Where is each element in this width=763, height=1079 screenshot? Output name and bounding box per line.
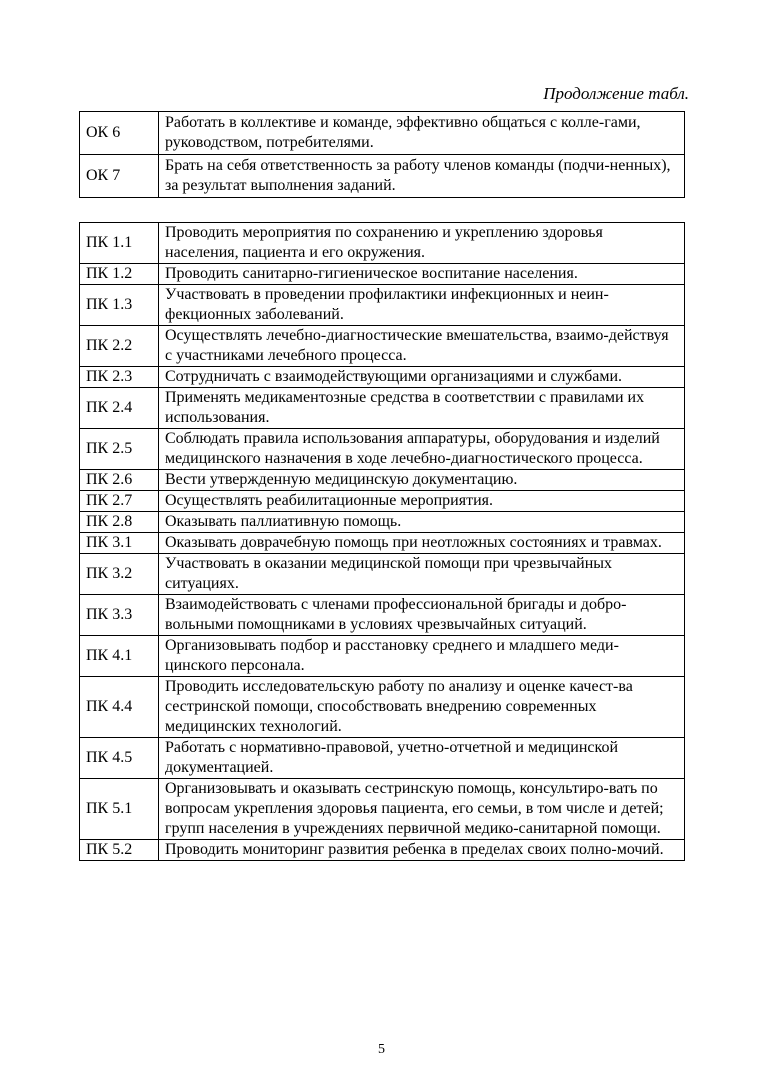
competency-code: ПК 2.3: [80, 367, 159, 388]
competency-description: Проводить мероприятия по сохранению и укреплению здоровья населения, пациента и его окружения.: [159, 223, 685, 264]
page-number: 5: [378, 1042, 385, 1057]
pk-table-body: [80, 223, 685, 861]
competency-description: Проводить санитарно-гигиеническое воспитание населения.: [159, 264, 685, 285]
competency-code: ОК 7: [80, 155, 159, 198]
competency-description: Проводить мониторинг развития ребенка в пределах своих полно-мочий.: [159, 840, 685, 861]
competency-code: ПК 2.5: [80, 429, 159, 470]
table-row: [80, 470, 685, 491]
table-row: [80, 677, 685, 738]
table-row: [80, 554, 685, 595]
table-row: [80, 264, 685, 285]
competency-description: Применять медикаментозные средства в соответствии с правилами их использования.: [159, 388, 685, 429]
table-row: [80, 155, 685, 198]
competency-code: ПК 2.2: [80, 326, 159, 367]
table-row: [80, 595, 685, 636]
table-row: [80, 533, 685, 554]
competency-code: ПК 1.3: [80, 285, 159, 326]
table-row: [80, 636, 685, 677]
competency-code: ПК 2.7: [80, 491, 159, 512]
table-row: [80, 779, 685, 840]
competency-description: Организовывать и оказывать сестринскую помощь, консультиро-вать по вопросам укрепления здоровья пациента, его семьи, в том числе и детей; групп населения в учреждениях первичной медико-санитарной помощи.: [159, 779, 685, 840]
table-row: [80, 326, 685, 367]
competency-code: ПК 3.3: [80, 595, 159, 636]
competency-description: Взаимодействовать с членами профессиональной бригады и добро-вольными помощниками в условиях чрезвычайных ситуаций.: [159, 595, 685, 636]
competency-code: ПК 5.1: [80, 779, 159, 840]
competency-code: ПК 3.2: [80, 554, 159, 595]
table-row: [80, 840, 685, 861]
competency-code: ПК 4.4: [80, 677, 159, 738]
competency-code: ПК 2.6: [80, 470, 159, 491]
competency-description: Оказывать паллиативную помощь.: [159, 512, 685, 533]
competency-description: Сотрудничать с взаимодействующими организациями и службами.: [159, 367, 685, 388]
competency-code: ОК 6: [80, 112, 159, 155]
competency-description: Вести утвержденную медицинскую документацию.: [159, 470, 685, 491]
competency-code: ПК 3.1: [80, 533, 159, 554]
table-row: [80, 512, 685, 533]
table-row: [80, 285, 685, 326]
table-row: [80, 112, 685, 155]
competency-description: Участвовать в оказании медицинской помощи при чрезвычайных ситуациях.: [159, 554, 685, 595]
competency-code: ПК 1.1: [80, 223, 159, 264]
competency-description: Соблюдать правила использования аппаратуры, оборудования и изделий медицинского назначения в ходе лечебно-диагностического процесса.: [159, 429, 685, 470]
competency-description: Оказывать доврачебную помощь при неотложных состояниях и травмах.: [159, 533, 685, 554]
table-row: [80, 738, 685, 779]
table-row: [80, 388, 685, 429]
table-row: [80, 491, 685, 512]
competency-description: Участвовать в проведении профилактики инфекционных и неин-фекционных заболеваний.: [159, 285, 685, 326]
competency-description: Осуществлять лечебно-диагностические вмешательства, взаимо-действуя с участниками лечебного процесса.: [159, 326, 685, 367]
general-competencies-table: [79, 111, 685, 198]
table-row: [80, 367, 685, 388]
competency-description: Брать на себя ответственность за работу членов команды (подчи-ненных), за результат выполнения заданий.: [159, 155, 685, 198]
competency-code: ПК 5.2: [80, 840, 159, 861]
competency-code: ПК 4.5: [80, 738, 159, 779]
competency-description: Проводить исследовательскую работу по анализу и оценке качест-ва сестринской помощи, способствовать внедрению современных медицинских технологий.: [159, 677, 685, 738]
competency-description: Работать в коллективе и команде, эффективно общаться с колле-гами, руководством, потребителями.: [159, 112, 685, 155]
competency-code: ПК 4.1: [80, 636, 159, 677]
competency-code: ПК 2.4: [80, 388, 159, 429]
competency-description: Организовывать подбор и расстановку среднего и младшего меди-цинского персонала.: [159, 636, 685, 677]
competency-code: ПК 1.2: [80, 264, 159, 285]
table-continuation-label: Продолжение табл.: [543, 84, 689, 103]
ok-table-body: [80, 112, 685, 198]
professional-competencies-table: [79, 222, 685, 861]
competency-code: ПК 2.8: [80, 512, 159, 533]
competency-description: Работать с нормативно-правовой, учетно-отчетной и медицинской документацией.: [159, 738, 685, 779]
table-row: [80, 223, 685, 264]
table-row: [80, 429, 685, 470]
competency-description: Осуществлять реабилитационные мероприятия.: [159, 491, 685, 512]
